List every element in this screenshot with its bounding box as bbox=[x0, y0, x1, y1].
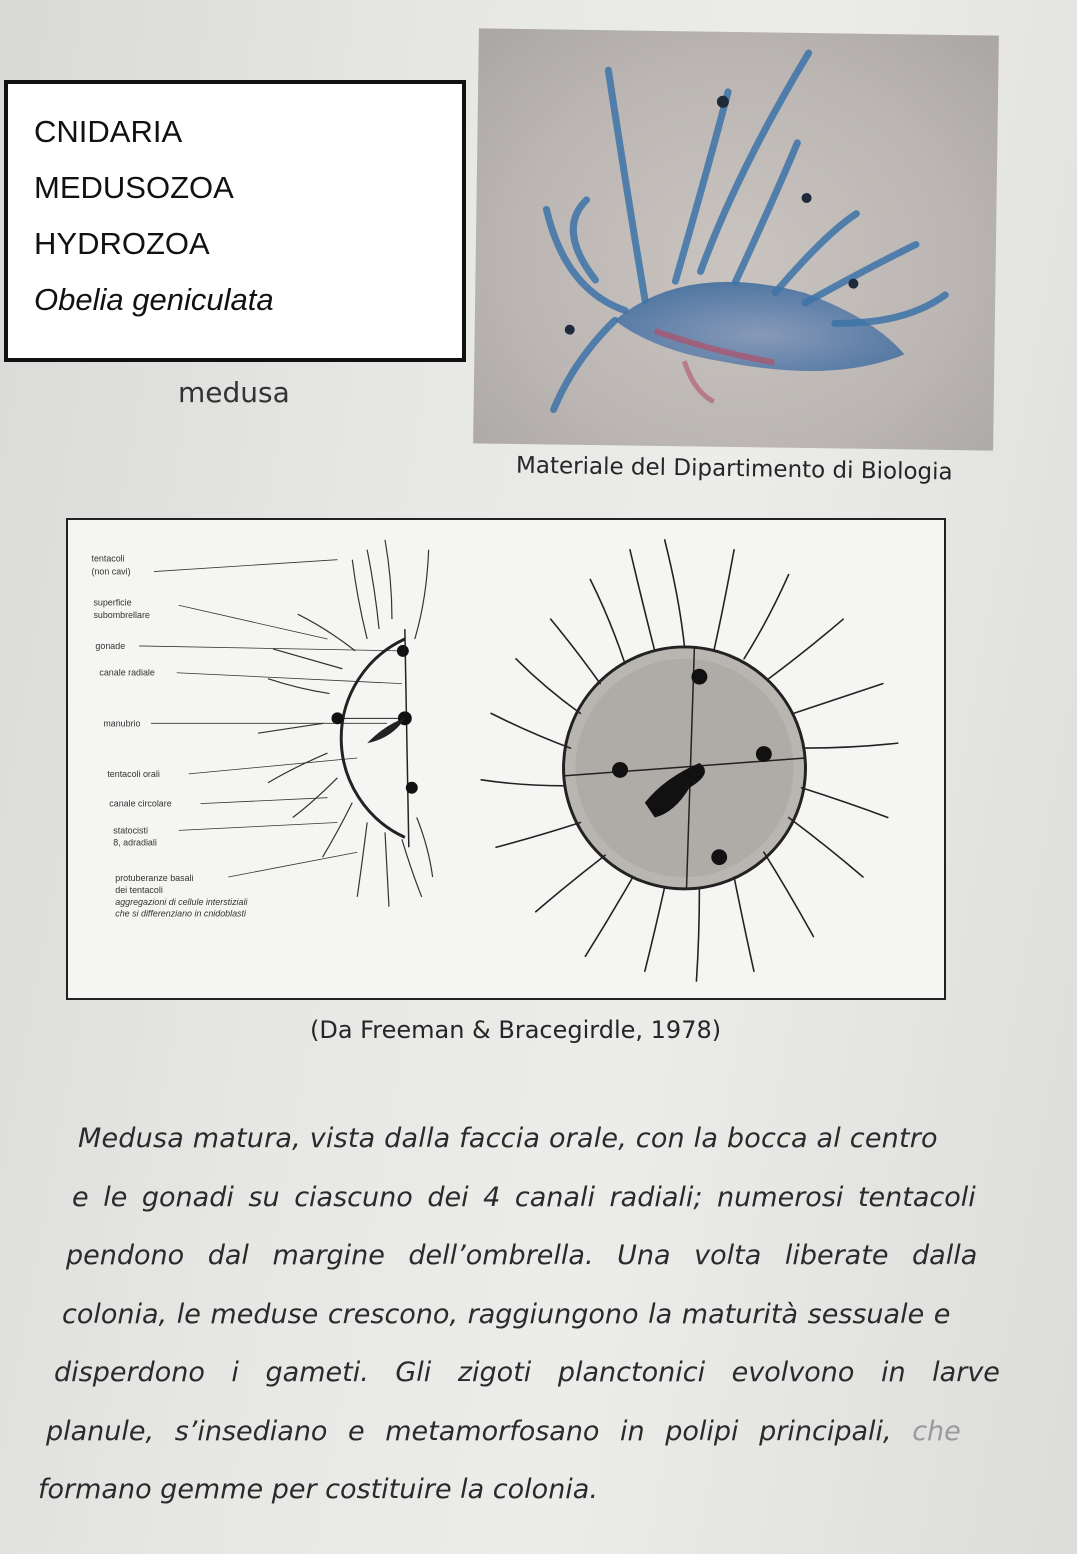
taxonomy-box bbox=[4, 80, 466, 362]
description-line: Medusa matura, vista dalla faccia orale, con la bocca al centro bbox=[78, 1123, 938, 1154]
diagram-labels bbox=[91, 554, 248, 919]
taxon-class: HYDROZOA bbox=[34, 226, 210, 261]
diagram-label: aggregazioni di cellule interstiziali bbox=[115, 896, 248, 907]
medusa-photo-illustration bbox=[473, 28, 999, 450]
taxon-phylum: CNIDARIA bbox=[34, 114, 183, 149]
description-line: planule, s’insediano e metamorfosano in polipi principali, bbox=[46, 1415, 892, 1447]
medusa-diagram-figure bbox=[68, 520, 944, 998]
description-line: disperdono i gameti. Gli zigoti planctonici evolvono in larve bbox=[54, 1357, 1000, 1388]
figure-caption: (Da Freeman & Bracegirdle, 1978) bbox=[310, 1016, 722, 1044]
diagram-label: protuberanze basali bbox=[115, 872, 194, 883]
diagram-label: statocisti bbox=[113, 825, 148, 836]
diagram-label: canale radiale bbox=[99, 667, 155, 678]
taxon-subphylum: MEDUSOZOA bbox=[34, 170, 234, 205]
description-line-with-fade bbox=[38, 1403, 998, 1462]
medusa-photo bbox=[473, 28, 999, 450]
description-line: formano gemme per costituire la colonia. bbox=[38, 1474, 598, 1505]
photo-label: medusa bbox=[178, 376, 290, 409]
diagram-label: (non cavi) bbox=[91, 566, 131, 577]
diagram-label: manubrio bbox=[103, 718, 141, 729]
description-line: e le gonadi su ciascuno dei 4 canali radiali; numerosi tentacoli bbox=[72, 1181, 976, 1213]
diagram-label: superficie bbox=[93, 597, 132, 608]
medusa-diagram bbox=[66, 518, 946, 1000]
diagram-label: che si differenziano in cnidoblasti bbox=[115, 908, 246, 919]
photo-caption: Materiale del Dipartimento di Biologia bbox=[515, 452, 953, 486]
description-line: colonia, le meduse crescono, raggiungono la maturità sessuale e bbox=[62, 1298, 951, 1330]
full-medusa-drawing bbox=[481, 540, 898, 981]
diagram-label: canale circolare bbox=[109, 798, 172, 809]
diagram-label: dei tentacoli bbox=[115, 884, 163, 895]
description-line: pendono dal margine dell’ombrella. Una volta liberate dalla bbox=[66, 1240, 978, 1271]
diagram-label: subombrellare bbox=[93, 610, 150, 621]
diagram-label: 8, adradiali bbox=[113, 837, 157, 848]
description-text bbox=[38, 1110, 998, 1520]
diagram-label: gonade bbox=[95, 640, 126, 651]
diagram-label: tentacoli orali bbox=[107, 768, 160, 779]
taxon-species: Obelia geniculata bbox=[34, 282, 274, 317]
description-faded-word: che bbox=[912, 1415, 961, 1447]
diagram-label: tentacoli bbox=[91, 553, 125, 564]
